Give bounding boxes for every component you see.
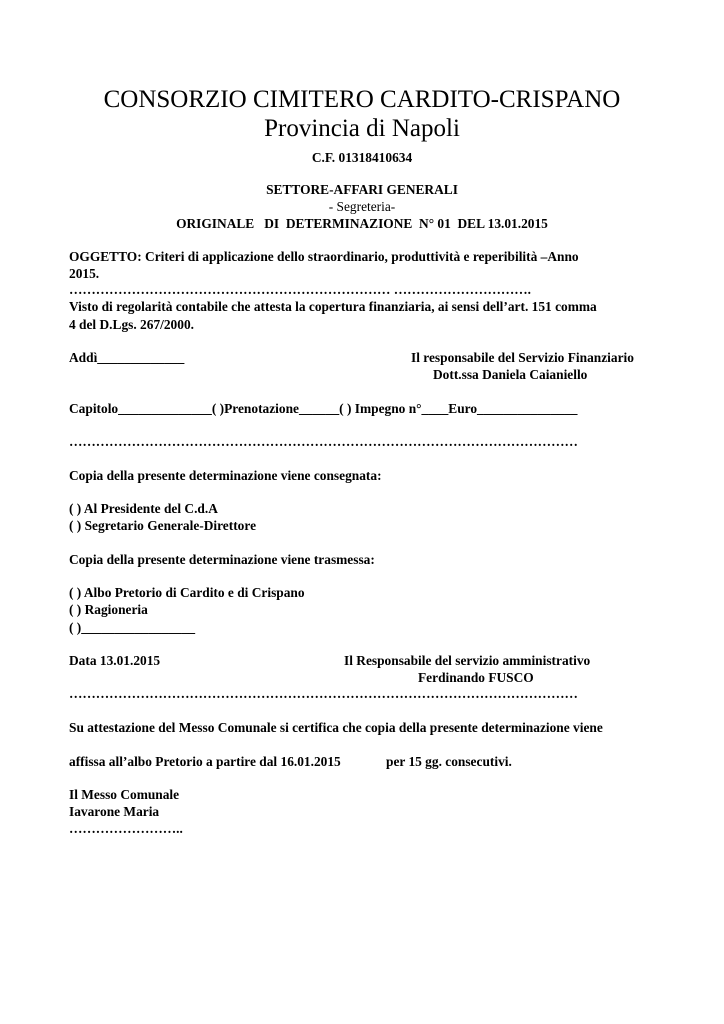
dotted-separator: …………………………………………………………………………………………………… [69, 434, 578, 449]
dotted-separator: …………………………………………………………………………………………………… [69, 686, 578, 701]
messenger-title: Il Messo Comunale [69, 787, 180, 802]
dotted-separator: ……………………………………………………………… …………………………. [69, 282, 531, 297]
financial-service-title: Il responsabile del Servizio Finanziario [411, 350, 634, 365]
financial-service-name: Dott.ssa Daniela Caianiello [433, 367, 588, 382]
document-date: Data 13.01.2015 [69, 653, 161, 668]
budget-fields-line: Capitolo______________( )Prenotazione______( ) Impegno n°____Euro_______________ [69, 401, 578, 416]
publication-line-1: Su attestazione del Messo Comunale si certifica che copia della presente determinazione viene [69, 720, 603, 735]
accounting-visa-line-1: Visto di regolarità contabile che attesta la copertura finanziaria, ai sensi dell’art. 151 comma [69, 299, 597, 314]
messenger-name: Iavarone Maria [69, 804, 160, 819]
institution-title: CONSORZIO CIMITERO CARDITO-CRISPANO [103, 86, 621, 113]
fiscal-code: C.F. 01318410634 [311, 150, 413, 165]
transmitted-item: ( ) Ragioneria [69, 602, 148, 617]
publication-period: per 15 gg. consecutivi. [386, 754, 512, 769]
sector-heading: SETTORE-AFFARI GENERALI [266, 182, 458, 197]
addi-field: Addì_____________ [69, 350, 185, 365]
transmitted-heading: Copia della presente determinazione viene trasmessa: [69, 552, 375, 567]
admin-service-title: Il Responsabile del servizio amministrativo [344, 653, 591, 668]
signature-dots: …………………….. [69, 821, 183, 836]
delivered-heading: Copia della presente determinazione viene consegnata: [69, 468, 382, 483]
transmitted-item: ( )_________________ [69, 620, 196, 635]
subject-line-1: OGGETTO: Criteri di applicazione dello straordinario, produttività e reperibilità –Anno [69, 249, 579, 264]
office-heading: - Segreteria- [328, 199, 396, 214]
determination-heading: ORIGINALE DI DETERMINAZIONE N° 01 DEL 13.01.2015 [176, 216, 548, 231]
delivered-item: ( ) Segretario Generale-Direttore [69, 518, 257, 533]
delivered-item: ( ) Al Presidente del C.d.A [69, 501, 218, 516]
transmitted-item: ( ) Albo Pretorio di Cardito e di Crispano [69, 585, 305, 600]
subject-line-2: 2015. [69, 266, 100, 281]
province-subtitle: Provincia di Napoli [264, 115, 460, 142]
accounting-visa-line-2: 4 del D.Lgs. 267/2000. [69, 317, 194, 332]
admin-service-name: Ferdinando FUSCO [418, 670, 534, 685]
publication-line-2: affissa all’albo Pretorio a partire dal 16.01.2015 [69, 754, 341, 769]
